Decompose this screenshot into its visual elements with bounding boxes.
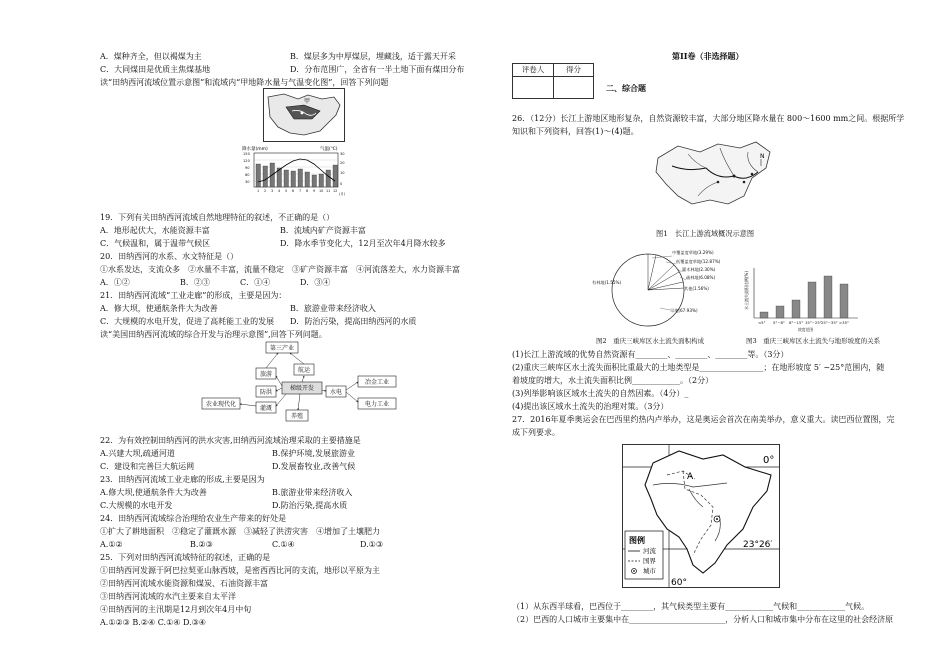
q21-option-d: D．防治污染，提高田纳西河的水质 — [290, 317, 417, 326]
diagram-agri: 农业现代化 — [205, 401, 237, 408]
question-23: 23．田纳西河流域工业走廊的形成,主要是因为 — [100, 475, 265, 484]
question-19: 19．下列有关田纳西河流域自然地理特征的叙述，不正确的是（） — [100, 213, 335, 222]
q25-item-1: ①田纳西河发源于阿巴拉契亚山脉西坡，是密西西比河的支流，地形以平原为主 — [100, 566, 380, 575]
svg-text:6: 6 — [292, 189, 295, 193]
score-header-score: 得分 — [554, 64, 593, 77]
svg-text:<5°: <5° — [758, 320, 766, 325]
svg-text:150: 150 — [243, 152, 250, 156]
section-title: 第II卷（非选择题） — [672, 51, 744, 61]
question-22: 22．为有效控制田纳西河的洪水灾害,田纳西河流域治理采取的主要措施是 — [100, 436, 361, 445]
question-26: 26．（12分）长江上游地区地形复杂，自然资源较丰富，大部分地区降水量在 800～1600 mm之间。根据所学 — [512, 114, 905, 123]
svg-text:10: 10 — [340, 171, 345, 175]
svg-text:8°~15°: 8°~15° — [789, 320, 804, 325]
label-equator: 0° — [763, 455, 775, 466]
pie-label-1: 中覆盖度草地(3.29%) — [672, 250, 714, 255]
question-20: 20．田纳西河的水系、水文特征是（） — [100, 252, 239, 261]
svg-text:7: 7 — [299, 189, 302, 193]
option-c: C．大同煤田是优质主焦煤基地 — [100, 65, 211, 74]
svg-text:0: 0 — [340, 182, 343, 186]
svg-text:20: 20 — [340, 161, 345, 165]
q20-option-c: C．①④ — [240, 278, 271, 287]
q27-part-1: （1）从东西半球看，巴西位于________，其气候类型主要有____________气候和____________气候。 — [512, 602, 870, 611]
svg-text:5°~8°: 5°~8° — [773, 320, 785, 325]
question-25: 25．下列对田纳西河流域特征的叙述，正确的是 — [100, 553, 271, 562]
q24-statements: ①扩大了耕地面积 ②稳定了灌溉水源 ③减轻了洪涝灾害 ④增加了土壤肥力 — [100, 527, 380, 536]
q22-option-c: C．建设和完善巨大航运网 — [100, 462, 195, 471]
section-heading: 二、综合题 — [606, 83, 646, 93]
fig-caption-1: 图1 长江上游流域概况示意图 — [656, 229, 755, 238]
pie-label-6: 其他(1.56%) — [684, 286, 709, 291]
svg-text:10: 10 — [319, 189, 324, 193]
slope-bar-chart — [738, 264, 868, 336]
svg-text:15°~25°: 15°~25° — [805, 320, 822, 325]
q26-part-3: (3)列举影响该区域水土流失的自然因素。（4分）_ — [512, 389, 689, 398]
question-26-cont: 知识和下列资料，回答(1)～(4)题。 — [512, 127, 639, 136]
precip-axis-label: 降水量(mm) — [242, 147, 268, 152]
fig-caption-3: 图3 重庆三峡库区水土流失与地形坡度的关系 — [746, 337, 881, 345]
yangtze-basin-map — [648, 138, 778, 226]
legend-river: 河流 — [643, 547, 656, 555]
question-21: 21．田纳西河流域“工业走廊”的形成，主要是因为： — [100, 291, 287, 300]
q23-option-c: C.大规模的水电开发 — [100, 501, 173, 510]
svg-text:9: 9 — [313, 189, 316, 193]
brazil-location-map — [622, 444, 780, 588]
q27-part-2: （2）巴西的人口城市主要集中在________________________，分析人口和城市集中分布在这里的社会经济原 — [512, 615, 894, 624]
svg-text:60: 60 — [245, 173, 250, 177]
q23-option-a: A.修大坝,使通航条件大为改善 — [100, 488, 207, 497]
svg-text:30: 30 — [340, 152, 345, 156]
diagram-cascade: 梯级开发 — [289, 385, 315, 392]
score-header-grader: 评卷人 — [513, 64, 554, 77]
q26-part-1: (1)长江上游流域的优势自然资源有________、________、________等。（3分） — [512, 350, 789, 359]
pie-label-5: 早地(67.93%) — [670, 308, 698, 313]
diagram-shipping: 航运 — [297, 367, 311, 374]
q24-option-d: D.①③ — [360, 540, 384, 549]
q25-item-3: ③田纳西河流域的水汽主要来自太平洋 — [100, 592, 236, 601]
q22-option-a: A.兴建大坝,疏通河道 — [100, 449, 175, 458]
svg-text:12: 12 — [333, 189, 338, 193]
svg-text:4: 4 — [278, 189, 281, 193]
diagram-tourism: 旅游 — [259, 371, 273, 378]
svg-text:30: 30 — [245, 180, 250, 184]
q24-option-b: B.②③ — [190, 540, 213, 549]
temp-axis-label: 气温(℃) — [320, 147, 338, 152]
pie-label-7: 有林地(1.55%) — [592, 280, 622, 285]
q22-option-b: B.保护环境,发展旅游业 — [272, 449, 355, 458]
intro-1: 读“田纳西河流域位置示意图”和流域内“甲地降水量与气温变化图”，回答下列问题 — [100, 78, 389, 87]
svg-text:>35°: >35° — [839, 320, 849, 325]
map-label-jia: 甲 — [304, 98, 311, 105]
svg-text:120: 120 — [243, 159, 250, 163]
fig-caption-2: 图2 重庆三峡库区水土流失面积构成 — [596, 337, 705, 345]
q20-option-b: B．②③ — [180, 278, 210, 287]
q25-item-4: ④田纳西河的主汛期是12月到次年4月中旬 — [100, 605, 252, 614]
q19-option-b: B．流域内矿产资源丰富 — [280, 226, 366, 235]
bar-xlabel: 坡度范围 — [798, 327, 814, 332]
label-tropic: 23°26′ — [743, 540, 773, 550]
diagram-flood: 防洪 — [259, 389, 273, 396]
legend-title: 图例 — [629, 536, 645, 545]
q26-part-2-cont: 着坡度的增大，水土流失面积比例____________。（2分） — [512, 376, 714, 385]
q23-option-d: D.防治污染,提高水质 — [272, 501, 348, 510]
label-meridian: 60° — [671, 578, 687, 587]
tennessee-location-map — [263, 88, 345, 142]
svg-text:2: 2 — [264, 189, 267, 193]
q23-option-b: B.旅游业带来经济收入 — [272, 488, 353, 497]
option-a: A．煤种齐全，但以褐煤为主 — [100, 52, 202, 61]
diagram-tertiary: 第三产业 — [269, 345, 295, 352]
question-27-cont: 成下列要求。 — [512, 428, 560, 437]
legend-border: 国界 — [643, 557, 656, 565]
q24-option-c: C.①④ — [272, 540, 295, 549]
q20-option-a: A．①② — [100, 278, 130, 287]
q25-options: A.①②③ B.②④ C.①④ D.③④ — [100, 618, 206, 627]
q19-option-d: D．降水季节变化大，12月至次年4月降水较多 — [280, 239, 446, 248]
intro-2: 读“美国田纳西河流域的综合开发与治理示意图”,回答下列问题。 — [100, 330, 327, 339]
question-24: 24．田纳西河流域综合治理给农业生产带来的好处是 — [100, 514, 287, 523]
svg-text:3: 3 — [271, 189, 274, 193]
q21-option-a: A．修大坝，使通航条件大为改善 — [100, 304, 218, 313]
bar-ylabel: 水土流失面积比例(%) — [744, 271, 749, 310]
svg-text:8: 8 — [306, 189, 309, 193]
option-b: B．煤层多为中厚煤层，埋藏浅，适于露天开采 — [290, 52, 456, 61]
q21-option-b: B．旅游业带来经济收入 — [290, 304, 376, 313]
q20-statements: ①水系发达，支流众多 ②水量不丰富，流量不稳定 ③矿产资源丰富 ④河流落差大，水力资源丰富 — [100, 265, 460, 274]
diagram-metallurgy: 冶金工业 — [364, 379, 390, 386]
svg-text:5: 5 — [285, 189, 288, 193]
svg-text:(月): (月) — [339, 192, 346, 196]
climate-chart — [240, 144, 348, 196]
q19-option-c: C．气候温和，属于温带气候区 — [100, 239, 211, 248]
score-table — [512, 63, 594, 99]
option-d: D．分布范围广，全省有一半土地下面有煤田分布 — [290, 65, 465, 74]
q26-part-4: (4)提出该区域水土流失的治理对策。（3分） — [512, 402, 669, 411]
pie-label-4: 疏林地(6.08%) — [686, 275, 716, 280]
q24-option-a: A.①② — [100, 540, 123, 549]
svg-text:25°~35°: 25°~35° — [821, 320, 838, 325]
q19-option-a: A．地形起伏大，水能资源丰富 — [100, 226, 210, 235]
pie-label-2: 低覆盖度草地(12.87%) — [676, 259, 721, 264]
pie-label-3: 灌木林地(2.30%) — [682, 267, 716, 272]
q26-part-2: (2)重庆三峡库区水土流失面积比重最大的土地类型是________________；在地形坡度 5′ ~25°范围内，随 — [512, 363, 885, 372]
erosion-pie-chart — [590, 246, 730, 332]
q25-item-2: ②田纳西河流域水能资源和煤炭、石油资源丰富 — [100, 579, 268, 588]
q21-option-c: C．大规模的水电开发，促进了高耗能工业的发展 — [100, 317, 275, 326]
question-27: 27．2016年夏季奥运会在巴西里约热内卢举办，这是奥运会首次在南美举办，意义重大。读巴西位置图，完 — [512, 415, 895, 424]
diagram-irrigation: 灌溉 — [259, 405, 273, 412]
diagram-power: 电力工业 — [364, 401, 390, 408]
svg-text:N: N — [760, 153, 765, 160]
diagram-hydro: 水电 — [329, 389, 343, 396]
q20-option-d: D．③④ — [300, 278, 331, 287]
svg-text:90: 90 — [245, 166, 250, 170]
legend-city: 城市 — [643, 567, 656, 575]
q22-option-d: D.发展畜牧业,改善气候 — [272, 462, 356, 471]
svg-text:1: 1 — [257, 189, 260, 193]
label-a: A — [687, 472, 694, 482]
development-diagram — [200, 340, 400, 424]
svg-text:11: 11 — [326, 189, 331, 193]
diagram-fishery: 养殖 — [290, 413, 304, 420]
